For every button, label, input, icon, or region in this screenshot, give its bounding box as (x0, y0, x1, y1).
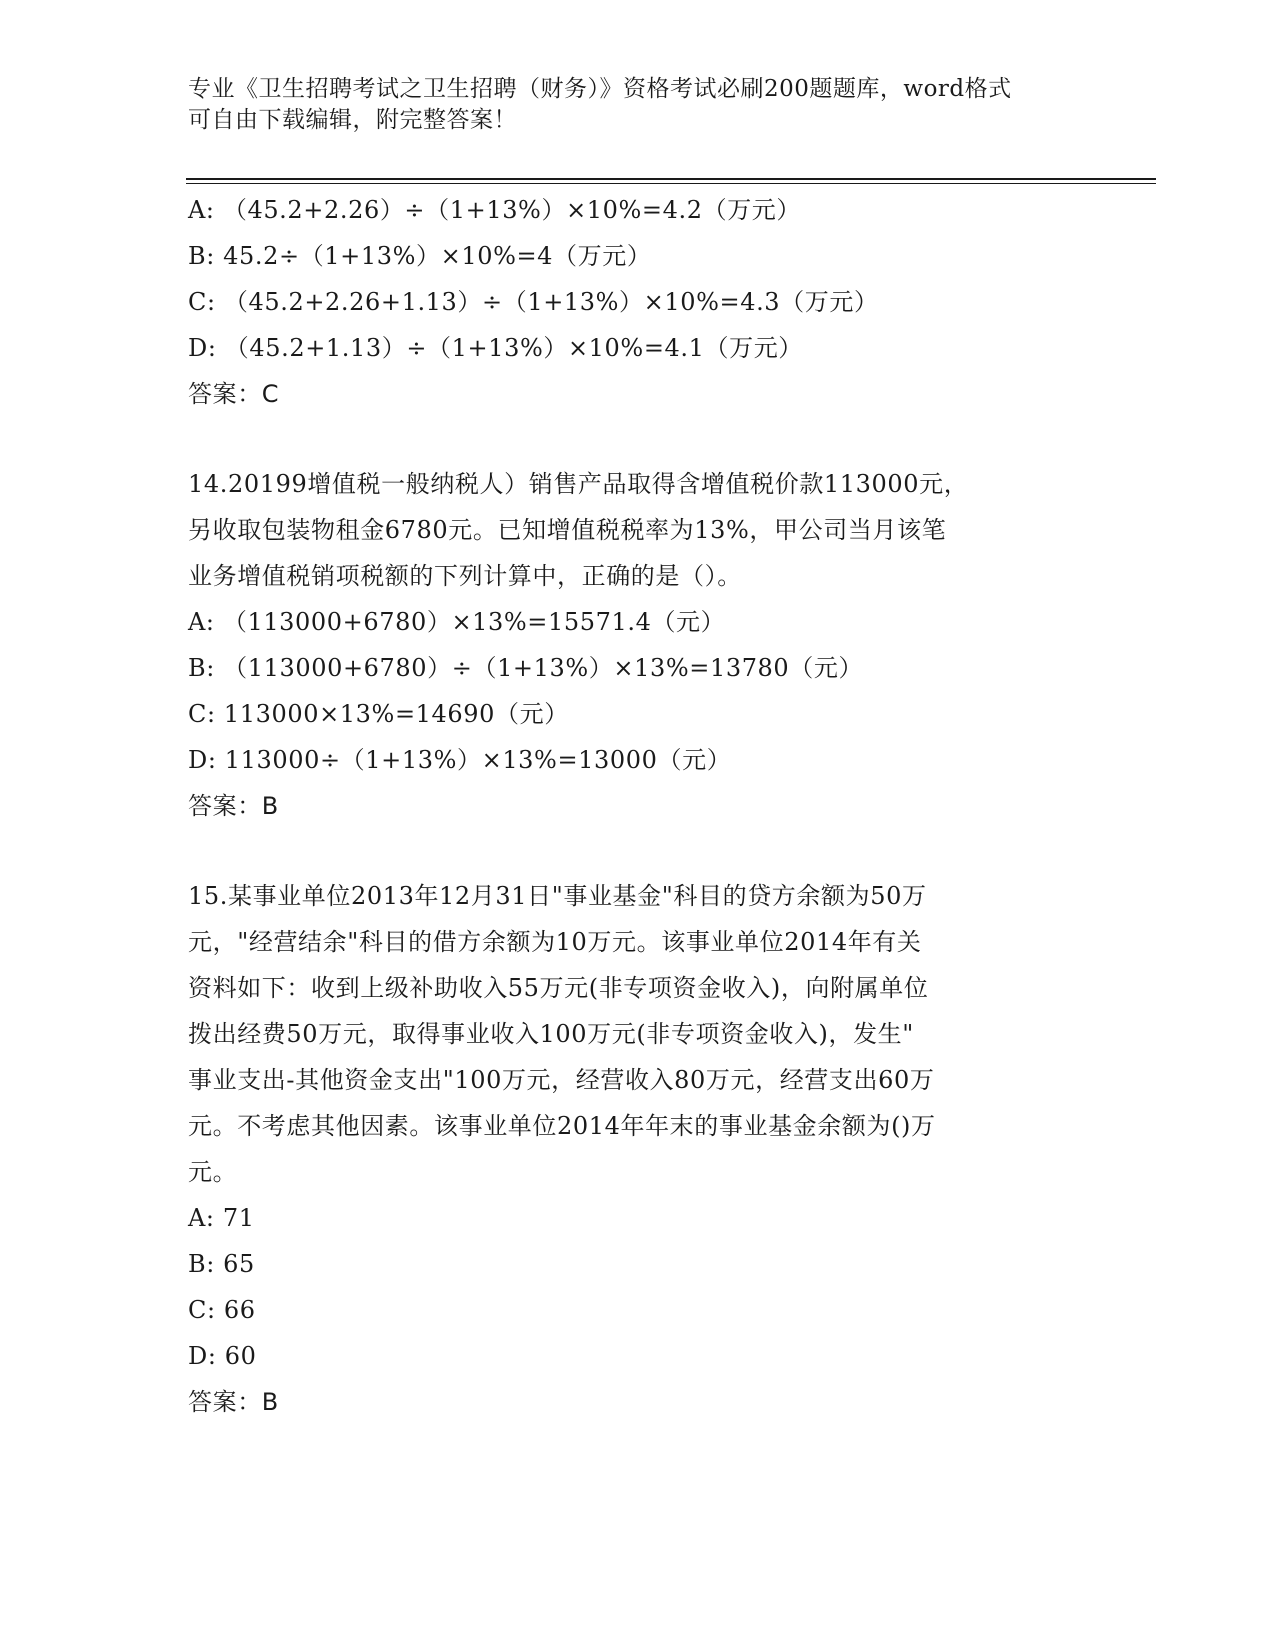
option-d: D: 113000÷（1+13%）×13%=13000（元） (188, 746, 732, 774)
option-b: B: 65 (188, 1250, 255, 1278)
question-stem-line: 元。 (188, 1158, 238, 1186)
option-a: A: 71 (188, 1204, 255, 1232)
answer-line: 答案：B (188, 792, 279, 820)
question-stem-line: 业务增值税销项税额的下列计算中，正确的是（）。 (188, 562, 742, 590)
header-title-line-1: 专业《卫生招聘考试之卫生招聘（财务）》资格考试必刷200题题库，word格式 (188, 76, 1012, 102)
option-a: A: （45.2+2.26）÷（1+13%）×10%=4.2（万元） (188, 196, 801, 224)
header-divider-thin (186, 183, 1156, 184)
header-divider-thick (186, 178, 1156, 180)
question-stem-line: 元，"经营结余"科目的借方余额为10万元。该事业单位2014年有关 (188, 928, 922, 956)
question-stem-line: 事业支出-其他资金支出"100万元，经营收入80万元，经营支出60万 (188, 1066, 935, 1094)
header-title-line-2: 可自由下载编辑，附完整答案！ (188, 107, 517, 133)
option-d: D: （45.2+1.13）÷（1+13%）×10%=4.1（万元） (188, 334, 803, 362)
document-header (188, 74, 1078, 136)
option-d: D: 60 (188, 1342, 257, 1370)
answer-line: 答案：C (188, 380, 280, 408)
question-stem-line: 14.20199增值税一般纳税人）销售产品取得含增值税价款113000元， (188, 470, 969, 498)
question-13-block (188, 187, 1088, 417)
option-a: A: （113000+6780）×13%=15571.4（元） (188, 608, 726, 636)
option-c: C: 66 (188, 1296, 256, 1324)
question-15-block (188, 873, 1088, 1425)
answer-line: 答案：B (188, 1388, 279, 1416)
option-b: B: （113000+6780）÷（1+13%）×13%=13780（元） (188, 654, 864, 682)
question-stem-line: 资料如下：收到上级补助收入55万元(非专项资金收入)，向附属单位 (188, 974, 929, 1002)
question-stem-line: 另收取包装物租金6780元。已知增值税税率为13%，甲公司当月该笔 (188, 516, 947, 544)
option-b: B: 45.2÷（1+13%）×10%=4（万元） (188, 242, 652, 270)
question-stem-line: 元。不考虑其他因素。该事业单位2014年年末的事业基金余额为()万 (188, 1112, 936, 1140)
question-stem-line: 15.某事业单位2013年12月31日"事业基金"科目的贷方余额为50万 (188, 882, 927, 910)
question-content (188, 187, 1088, 1425)
question-14-block (188, 461, 1088, 829)
spacer (188, 417, 1088, 461)
option-c: C: 113000×13%=14690（元） (188, 700, 569, 728)
option-c: C: （45.2+2.26+1.13）÷（1+13%）×10%=4.3（万元） (188, 288, 879, 316)
spacer (188, 829, 1088, 873)
question-stem-line: 拨出经费50万元，取得事业收入100万元(非专项资金收入)，发生" (188, 1020, 914, 1048)
